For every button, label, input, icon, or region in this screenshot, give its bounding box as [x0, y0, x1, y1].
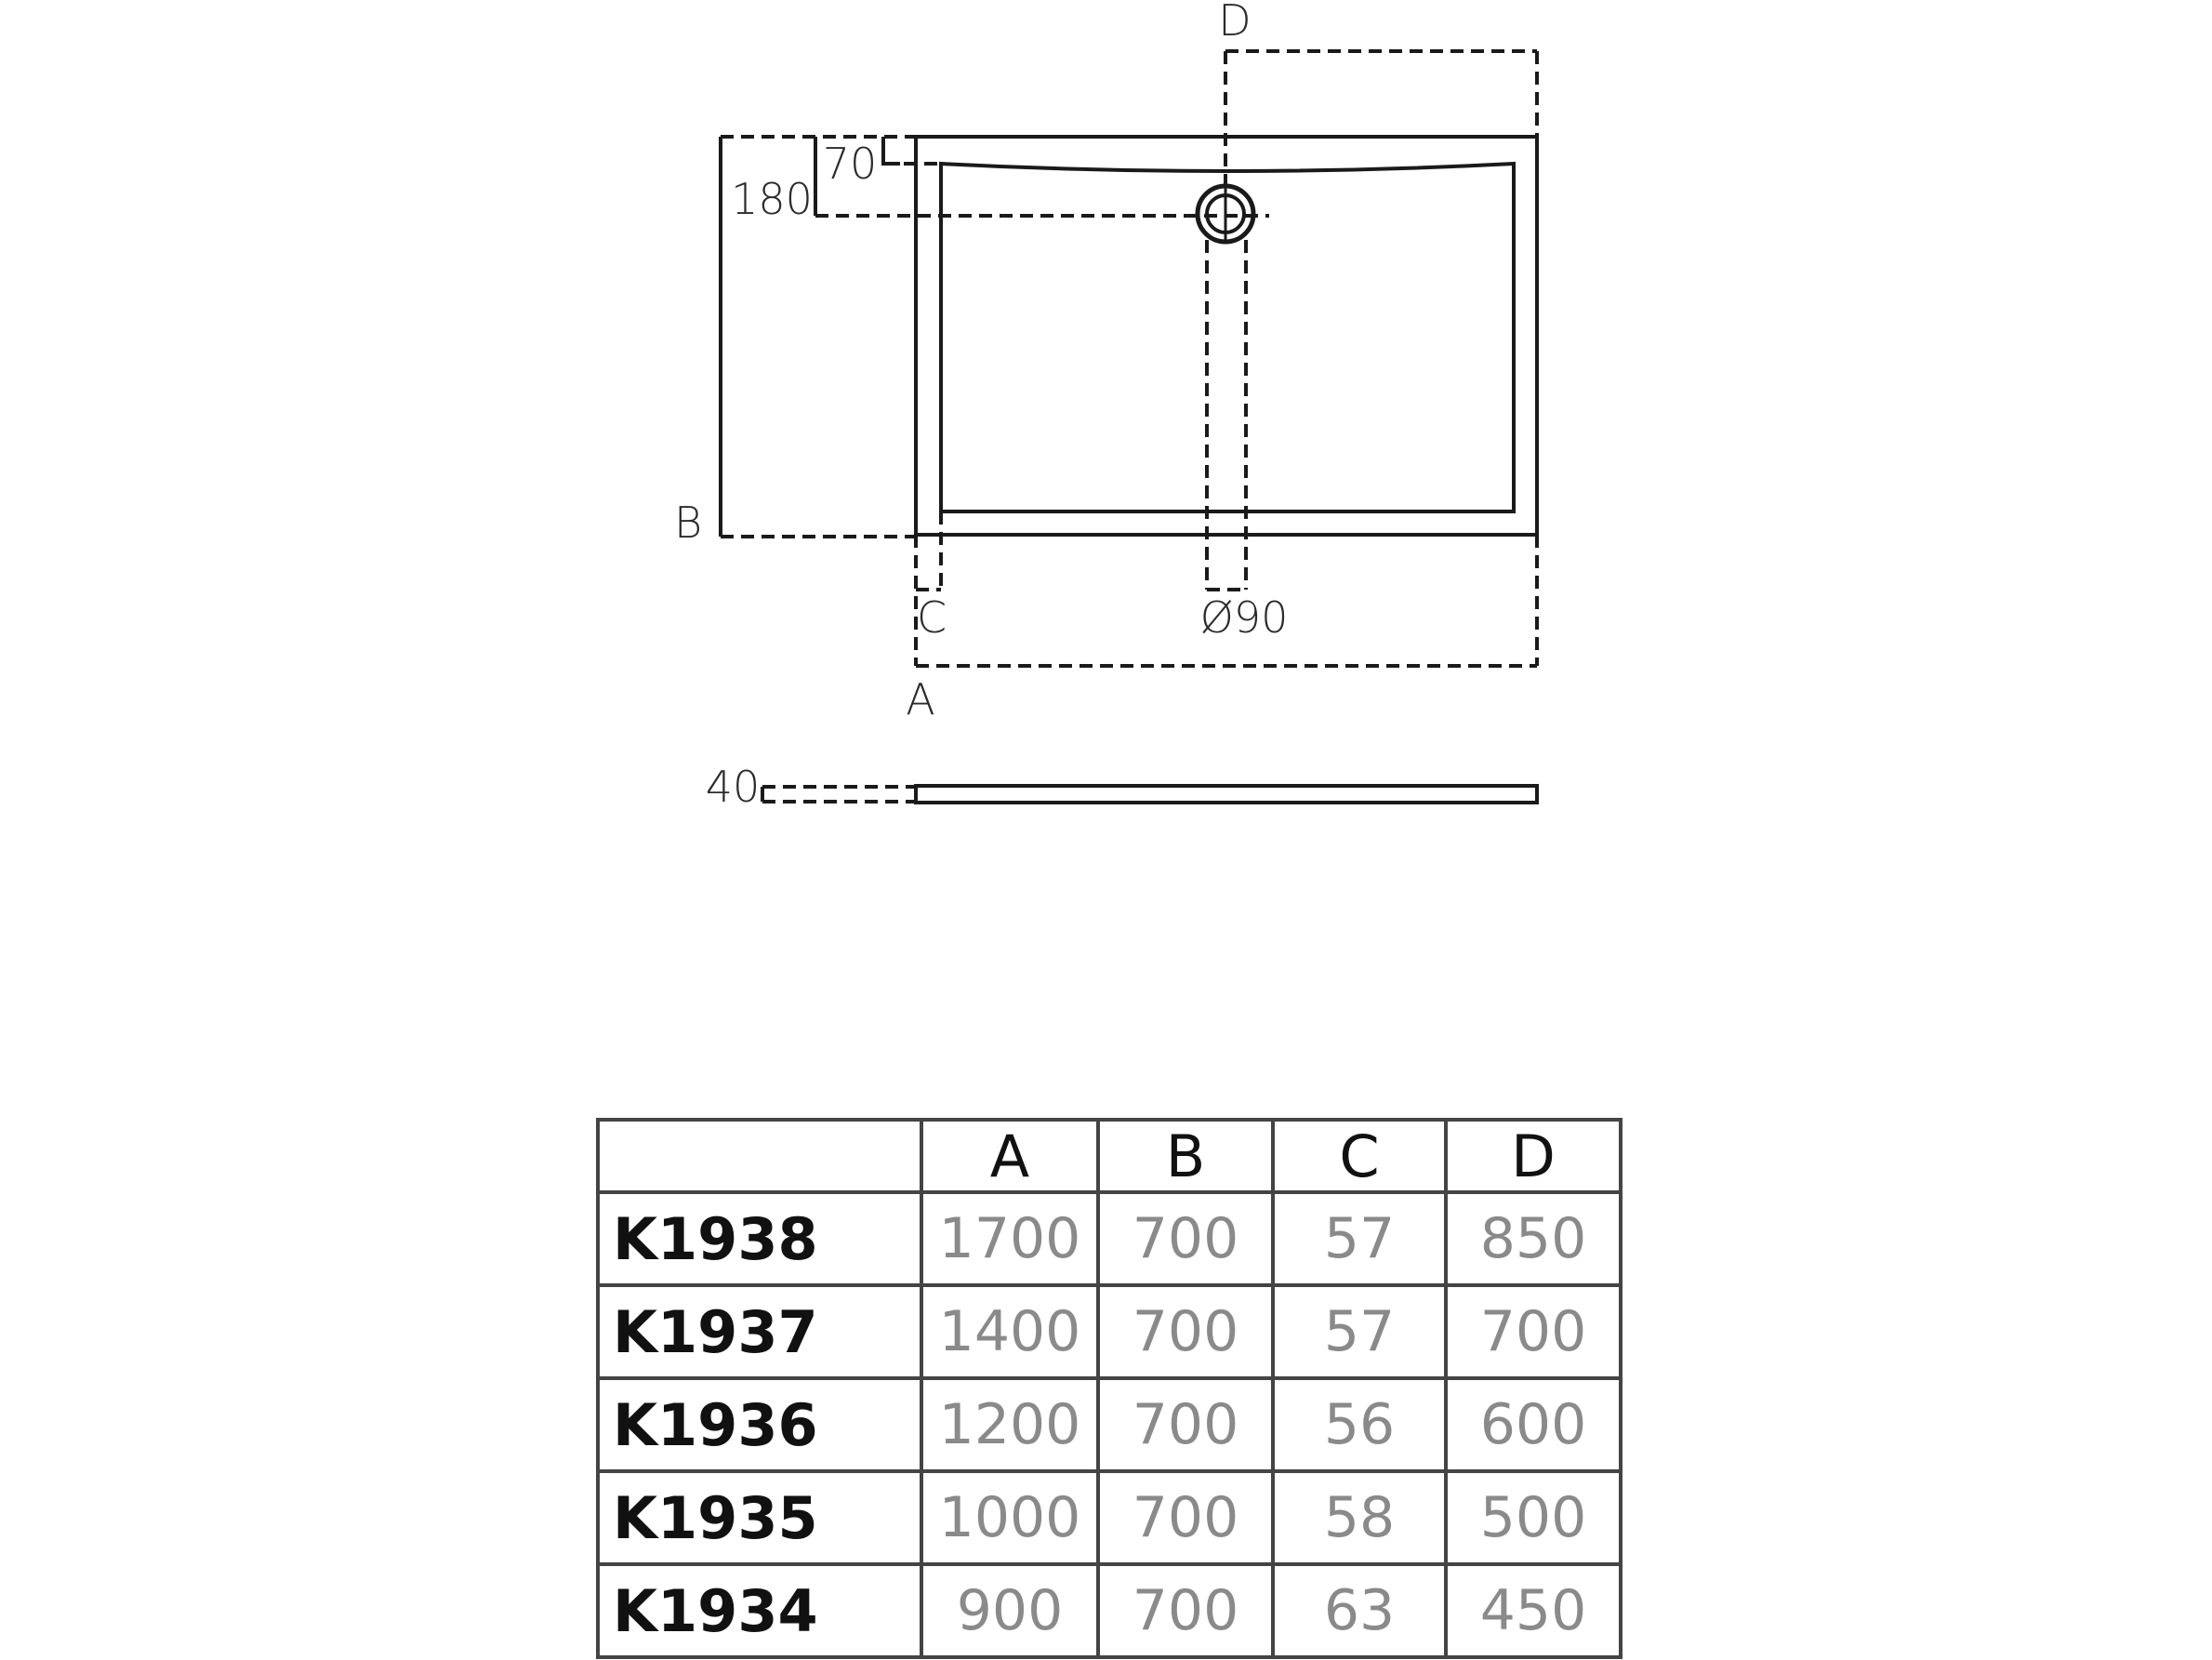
- label-180: 180: [731, 174, 813, 224]
- cell-d: 450: [1446, 1564, 1621, 1657]
- cell-c: 57: [1273, 1285, 1446, 1378]
- cell-d: 850: [1446, 1192, 1621, 1285]
- cell-d: 500: [1446, 1471, 1621, 1564]
- cell-b: 700: [1098, 1471, 1273, 1564]
- table-header-row: [598, 1120, 1621, 1192]
- cell-d: 600: [1446, 1378, 1621, 1471]
- cell-model: K1934: [598, 1564, 921, 1657]
- cell-c: 58: [1273, 1471, 1446, 1564]
- label-a: A: [906, 674, 935, 724]
- cell-c: 63: [1273, 1564, 1446, 1657]
- cell-b: 700: [1098, 1564, 1273, 1657]
- cell-a: 1700: [921, 1192, 1098, 1285]
- table-row: [598, 1285, 1621, 1378]
- cell-model: K1938: [598, 1192, 921, 1285]
- cell-b: 700: [1098, 1285, 1273, 1378]
- cell-model: K1935: [598, 1471, 921, 1564]
- label-70: 70: [822, 139, 878, 189]
- header-c: C: [1273, 1120, 1446, 1192]
- cell-a: 1000: [921, 1471, 1098, 1564]
- header-d: D: [1446, 1120, 1621, 1192]
- table-row: [598, 1564, 1621, 1657]
- tray-side-profile: [916, 786, 1537, 803]
- cell-model: K1936: [598, 1378, 921, 1471]
- cell-b: 700: [1098, 1192, 1273, 1285]
- cell-d: 700: [1446, 1285, 1621, 1378]
- cell-c: 57: [1273, 1192, 1446, 1285]
- dimensions-table: [596, 1118, 1623, 1659]
- cell-a: 900: [921, 1564, 1098, 1657]
- cell-a: 1400: [921, 1285, 1098, 1378]
- label-c: C: [916, 592, 947, 643]
- header-a: A: [921, 1120, 1098, 1192]
- cell-c: 56: [1273, 1378, 1446, 1471]
- label-d: D: [1218, 0, 1252, 46]
- dimension-ticks: [721, 137, 900, 802]
- label-40: 40: [705, 762, 761, 812]
- label-drain-diameter: Ø90: [1199, 592, 1289, 643]
- label-b: B: [673, 498, 703, 548]
- cell-b: 700: [1098, 1378, 1273, 1471]
- header-b: B: [1098, 1120, 1273, 1192]
- plan-view: [916, 137, 1537, 535]
- table-row: [598, 1471, 1621, 1564]
- cell-a: 1200: [921, 1378, 1098, 1471]
- table-row: [598, 1378, 1621, 1471]
- table-row: [598, 1192, 1621, 1285]
- dim-70-bracket: [883, 137, 900, 164]
- header-model: [598, 1120, 921, 1192]
- cell-model: K1937: [598, 1285, 921, 1378]
